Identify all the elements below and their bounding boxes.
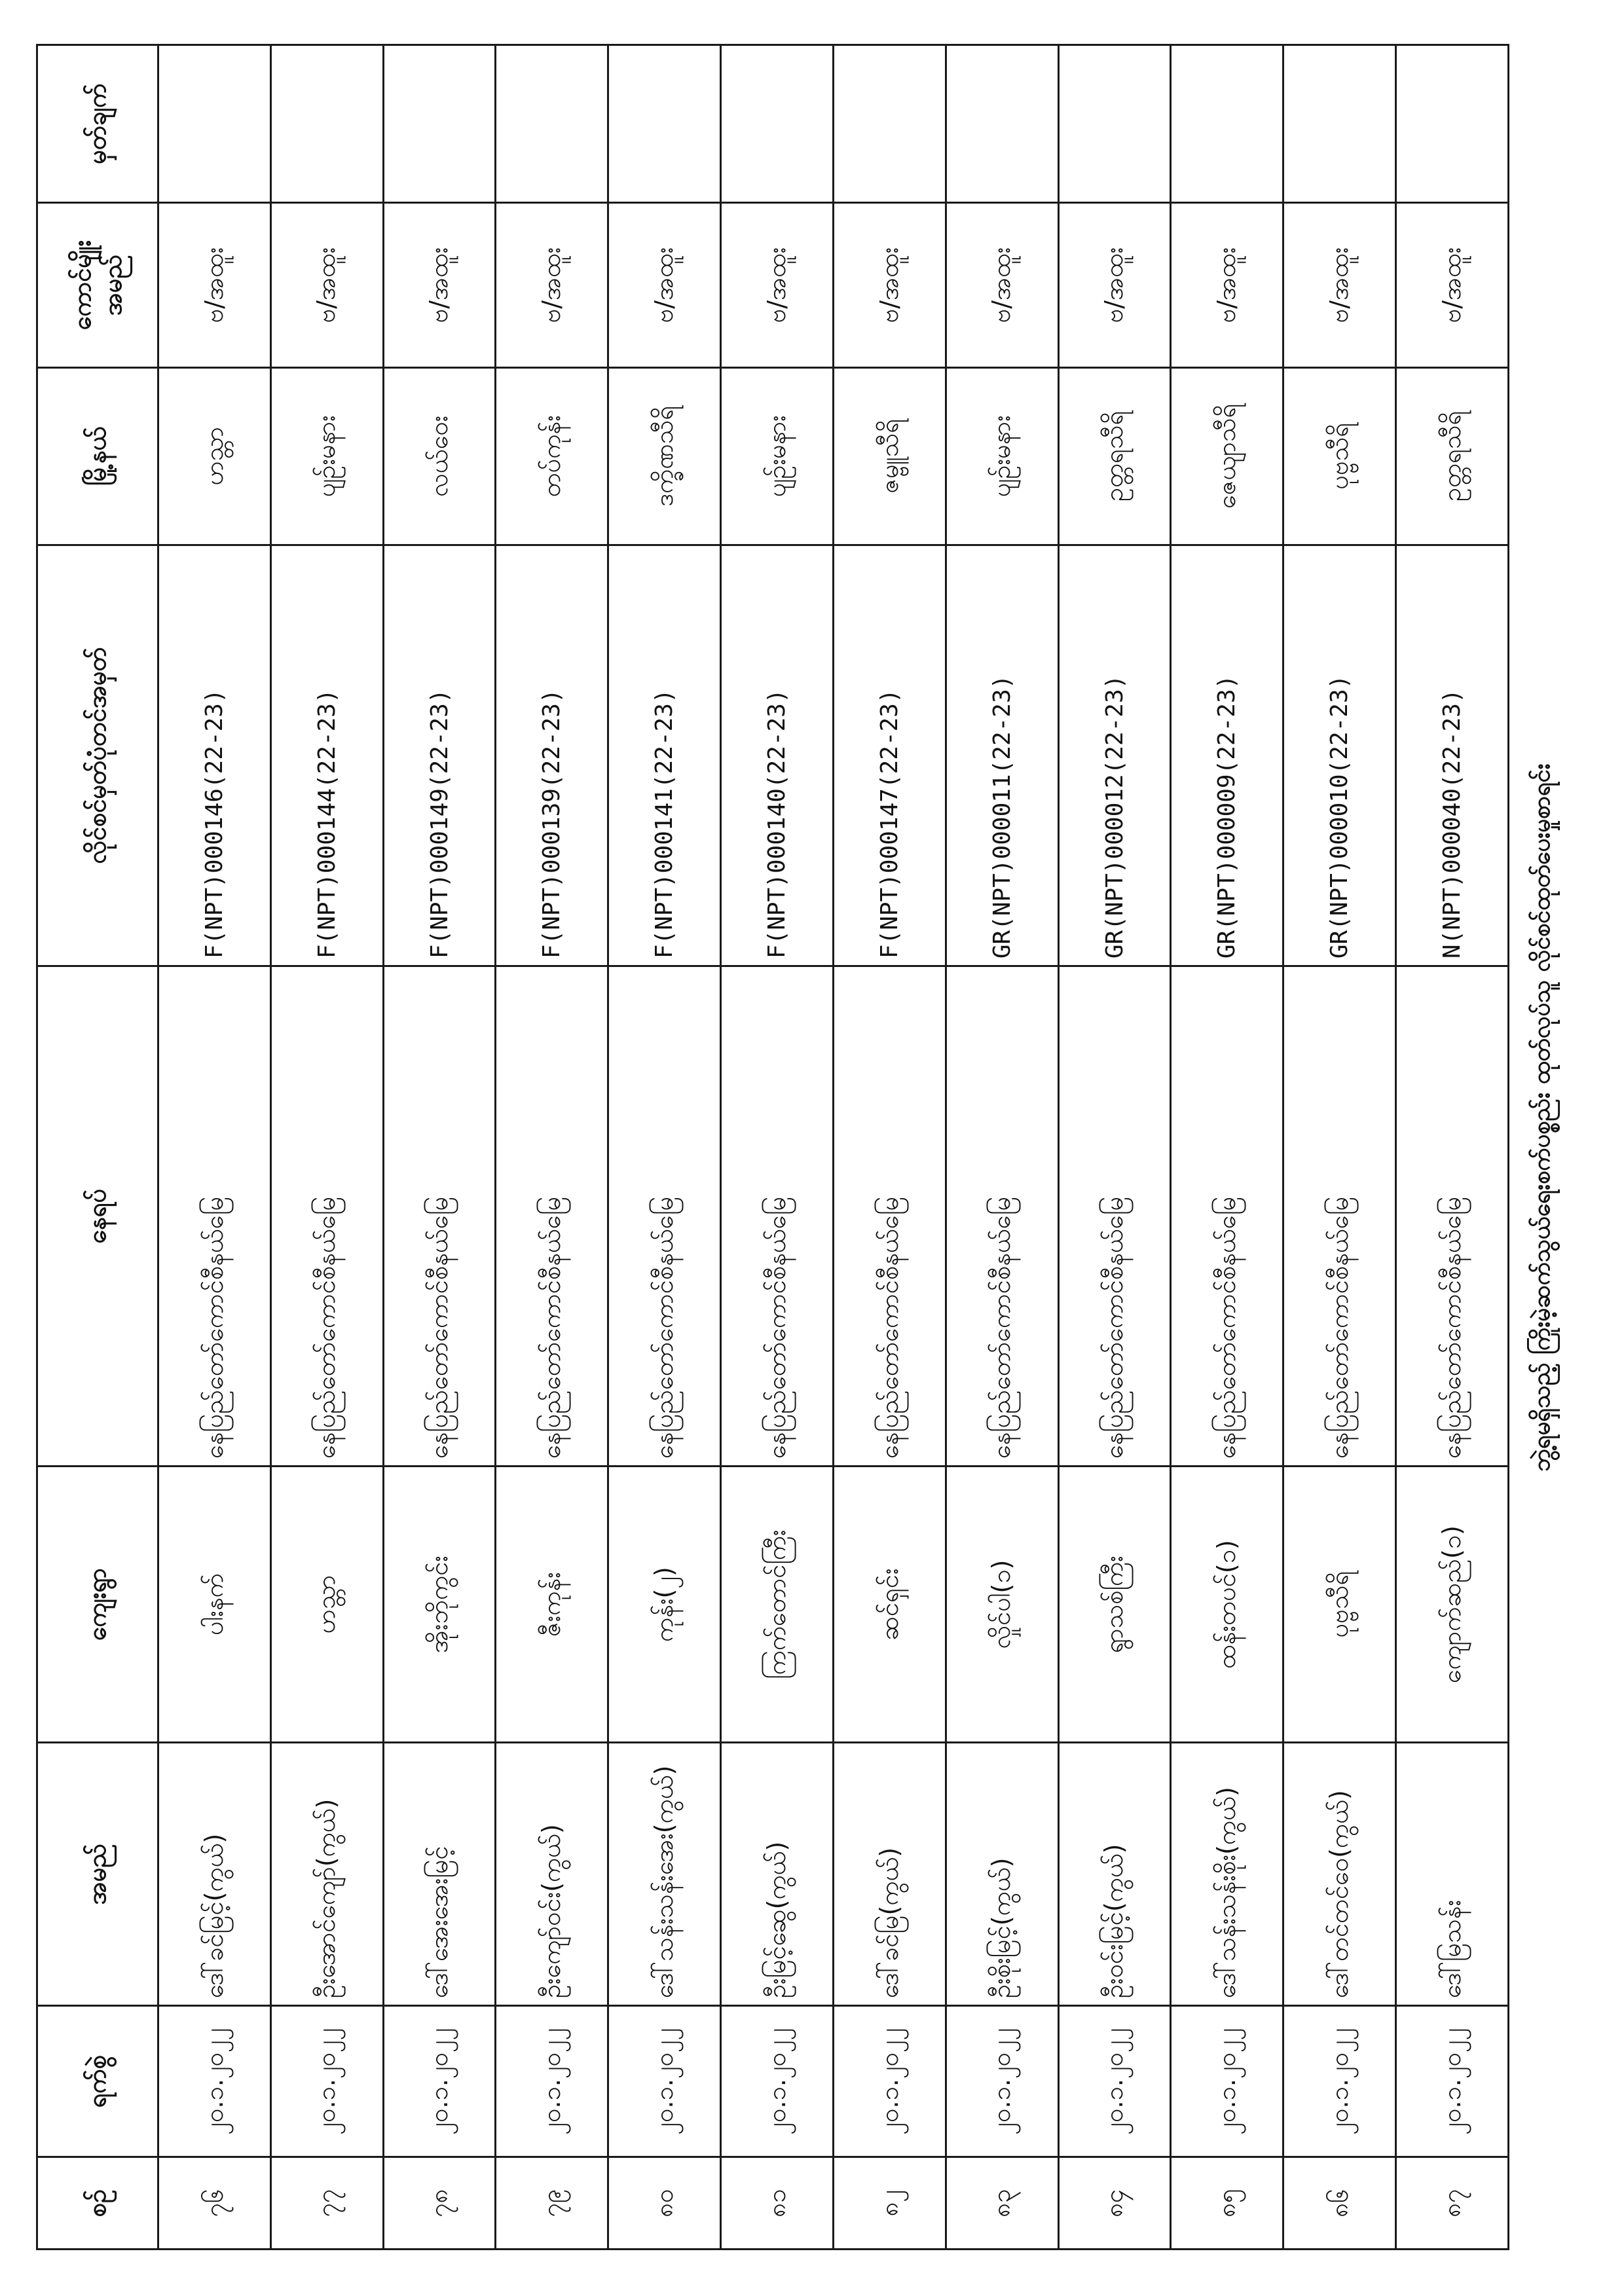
cell-village: ဇီးကုန်း	[496, 1467, 608, 1743]
cell-no: ၈၇	[1396, 2157, 1509, 2250]
cell-remarks	[1171, 45, 1283, 203]
cell-address: နေပြည်တော်ကောင်စီနယ်မြေ	[946, 966, 1058, 1467]
cell-remarks	[1396, 45, 1509, 203]
table-row	[1396, 45, 1509, 2250]
license-register-table	[36, 44, 1509, 2250]
cell-no: ၈၄	[1058, 2157, 1171, 2250]
cell-license: GR(NPT)000011(22-23)	[946, 545, 1058, 966]
cell-address: နေပြည်တော်ကောင်စီနယ်မြေ	[383, 966, 496, 1467]
cell-license: F(NPT)000144(22-23)	[270, 545, 383, 966]
cell-address: နေပြည်တော်ကောင်စီနယ်မြေ	[1283, 966, 1396, 1467]
table-row	[496, 45, 608, 2250]
cell-date: ၂၀.၁.၂၀၂၂	[608, 2006, 721, 2157]
table-row	[1058, 45, 1171, 2250]
cell-no: ၈၀	[608, 2157, 721, 2250]
cell-village: လှိုင်ပါ(၁)	[946, 1467, 1058, 1743]
cell-license: F(NPT)000147(22-23)	[833, 545, 946, 966]
table-row	[833, 45, 946, 2250]
cell-date: ၂၀.၁.၂၀၂၂	[270, 2006, 383, 2157]
cell-type: ဗ/အထူး	[1283, 203, 1396, 367]
cell-township: လယ်ဝေး	[383, 367, 496, 545]
cell-no: ၇၉	[496, 2157, 608, 2250]
cell-no: ၈၆	[1283, 2157, 1396, 2250]
cell-village: ပုဗ္ဗသီရိ	[1283, 1467, 1396, 1743]
cell-name: ဒေါ်ခင်မြင့်(ကွယ်)	[158, 1743, 271, 2006]
cell-village: ပါးနက်	[158, 1467, 271, 1743]
table-body	[158, 45, 1509, 2250]
cell-type: ဗ/အထူး	[833, 203, 946, 367]
cell-date: ၂၀.၁.၂၀၂၂	[1058, 2006, 1171, 2157]
cell-remarks	[833, 45, 946, 203]
document-title: ဘွဲ့ရမရှိသည့် ကြိုးမဲ့ဆက်သွယ်ရေးစက်ပစ္စည်း ထုတ်လုပ်သူ လိုင်စင်ထုတ်ပေးမှုစာရင်း	[1528, 763, 1555, 1472]
cell-address: နေပြည်တော်ကောင်စီနယ်မြေ	[833, 966, 946, 1467]
cell-type: ဗ/အထူး	[1058, 203, 1171, 367]
cell-type: ဗ/အထူး	[946, 203, 1058, 367]
cell-address: နေပြည်တော်ကောင်စီနယ်မြေ	[721, 966, 834, 1467]
cell-date: ၂၀.၁.၂၀၂၂	[1396, 2006, 1509, 2157]
header-no: စဉ်	[37, 2157, 158, 2250]
cell-remarks	[721, 45, 834, 203]
cell-township: ပျဉ်းမနား	[270, 367, 383, 545]
cell-type: ဗ/အထူး	[1171, 203, 1283, 367]
cell-name: ဦးကျော်ဝင်း(ကွယ်)	[496, 1743, 608, 2006]
cell-no: ၈၂	[833, 2157, 946, 2250]
cell-license: F(NPT)000139(22-23)	[496, 545, 608, 966]
cell-address: နေပြည်တော်ကောင်စီနယ်မြေ	[158, 966, 271, 1467]
cell-license: F(NPT)000141(22-23)	[608, 545, 721, 966]
cell-remarks	[270, 45, 383, 203]
cell-address: နေပြည်တော်ကောင်စီနယ်မြေ	[1058, 966, 1171, 1467]
cell-remarks	[1058, 45, 1171, 203]
cell-license: F(NPT)000149(22-23)	[383, 545, 496, 966]
cell-type: ဗ/အထူး	[1396, 203, 1509, 367]
cell-type: ဗ/အထူး	[158, 203, 271, 367]
cell-township: ပျဉ်းမနား	[721, 367, 834, 545]
header-village: ကျေးရွာ	[37, 1467, 158, 1743]
table-row	[158, 45, 271, 2250]
cell-date: ၂၀.၁.၂၀၂၂	[833, 2006, 946, 2157]
cell-township: ဟသ္တာ	[158, 367, 271, 545]
cell-village: ဟသ္တာ	[270, 1467, 383, 1743]
cell-name: ဦးစိုးမြင့်(ကွယ်)	[946, 1743, 1058, 2006]
table-row	[946, 45, 1058, 2250]
cell-village: ကြက်တောင်ကြီး	[721, 1467, 834, 1743]
cell-date: ၂၀.၁.၂၀၂၂	[946, 2006, 1058, 2157]
cell-remarks	[158, 45, 271, 203]
cell-township: ဥတ္တရသီရိ	[1058, 367, 1171, 545]
header-name: အမည်	[37, 1743, 158, 2006]
cell-no: ၇၆	[158, 2157, 271, 2250]
cell-no: ၇၈	[383, 2157, 496, 2250]
cell-village: ကျောက်ဆည်(၁)	[1396, 1467, 1509, 1743]
cell-type: ဗ/အထူး	[270, 203, 383, 367]
cell-remarks	[1283, 45, 1396, 203]
cell-no: ၈၅	[1171, 2157, 1283, 2250]
cell-village: ဆင်ရှင်း	[833, 1467, 946, 1743]
table-row	[1171, 45, 1283, 2250]
cell-address: နေပြည်တော်ကောင်စီနယ်မြေ	[496, 966, 608, 1467]
cell-date: ၂၀.၁.၂၀၂၂	[496, 2006, 608, 2157]
cell-township: ပုဗ္ဗသီရိ	[1283, 367, 1396, 545]
header-license: လိုင်စင်မှတ်ပုံတင်အမှတ်	[37, 545, 158, 966]
table-row	[383, 45, 496, 2250]
cell-type: ဗ/အထူး	[721, 203, 834, 367]
cell-township: ဥတ္တရသီရိ	[1396, 367, 1509, 545]
cell-type: ဗ/အထူး	[383, 203, 496, 367]
cell-village: ရွာသစ်ကြီး	[1058, 1467, 1171, 1743]
cell-village: အိုးဘိုကွင်း	[383, 1467, 496, 1743]
cell-type: ဗ/အထူး	[608, 203, 721, 367]
header-row	[37, 45, 158, 2250]
cell-no: ၈၁	[721, 2157, 834, 2250]
cell-township: တပ်ကုန်း	[496, 367, 608, 545]
cell-township: ဇေယျာသီရိ	[1171, 367, 1283, 545]
cell-no: ၈၃	[946, 2157, 1058, 2250]
cell-name: ဒေါ်မြသန်း	[1396, 1743, 1509, 2006]
cell-license: GR(NPT)000009(22-23)	[1171, 545, 1283, 966]
cell-date: ၂၀.၁.၂၀၂၂	[1283, 2006, 1396, 2157]
cell-date: ၂၀.၁.၂၀၂၂	[721, 2006, 834, 2157]
cell-address: နေပြည်တော်ကောင်စီနယ်မြေ	[608, 966, 721, 1467]
cell-name: ဦးမြင့်ဆွေ(ကွယ်)	[721, 1743, 834, 2006]
cell-date: ၂၀.၁.၂၀၂၂	[158, 2006, 271, 2157]
header-type: ကောင်မျိုးအမည်	[37, 203, 158, 367]
cell-name: ဒေါ်အေးအေးမြင့်	[383, 1743, 496, 2006]
cell-township: ပျဉ်းမနား	[946, 367, 1058, 545]
header-township: မြို့နယ်	[37, 367, 158, 545]
cell-license: F(NPT)000146(22-23)	[158, 545, 271, 966]
cell-address: နေပြည်တော်ကောင်စီနယ်မြေ	[270, 966, 383, 1467]
cell-date: ၂၀.၁.၂၀၂၂	[1171, 2006, 1283, 2157]
cell-name: ဦးအောင်ကျော်(ကွယ်)	[270, 1743, 383, 2006]
cell-license: GR(NPT)000010(22-23)	[1283, 545, 1396, 966]
table-row	[270, 45, 383, 2250]
cell-remarks	[608, 45, 721, 203]
cell-remarks	[496, 45, 608, 203]
cell-township: ဒက္ခိဏသီရိ	[608, 367, 721, 545]
cell-name: ဒေါ်ခင်မြ(ကွယ်)	[833, 1743, 946, 2006]
cell-date: ၂၀.၁.၂၀၂၂	[383, 2006, 496, 2157]
cell-name: ဒေါ်သန်းသန်းအေး(ကွယ်)	[608, 1743, 721, 2006]
cell-address: နေပြည်တော်ကောင်စီနယ်မြေ	[1171, 966, 1283, 1467]
header-remarks: မှတ်ချက်	[37, 45, 158, 203]
cell-village: ထန်းတပင်(၁)	[1171, 1467, 1283, 1743]
cell-remarks	[383, 45, 496, 203]
cell-type: ဗ/အထူး	[496, 203, 608, 367]
cell-no: ၇၇	[270, 2157, 383, 2250]
cell-remarks	[946, 45, 1058, 203]
cell-village: ကုန်း(၂)	[608, 1467, 721, 1743]
cell-license: F(NPT)000140(22-23)	[721, 545, 834, 966]
cell-license: N(NPT)000040(22-23)	[1396, 545, 1509, 966]
table-row	[721, 45, 834, 2250]
cell-name: ဒေါ်သန်းသန်းစိုး(ကွယ်)	[1171, 1743, 1283, 2006]
header-date: ရက်စွဲ	[37, 2006, 158, 2157]
cell-license: GR(NPT)000012(22-23)	[1058, 545, 1171, 966]
cell-name: ဦးဝင်းမြင့်(ကွယ်)	[1058, 1743, 1171, 2006]
cell-name: ဒေါ်တင်တင်ဝေ(ကွယ်)	[1283, 1743, 1396, 2006]
cell-township: ဇမ္ဗူသီရိ	[833, 367, 946, 545]
table-row	[608, 45, 721, 2250]
table-row	[1283, 45, 1396, 2250]
cell-address: နေပြည်တော်ကောင်စီနယ်မြေ	[1396, 966, 1509, 1467]
header-address: နေရပ်	[37, 966, 158, 1467]
